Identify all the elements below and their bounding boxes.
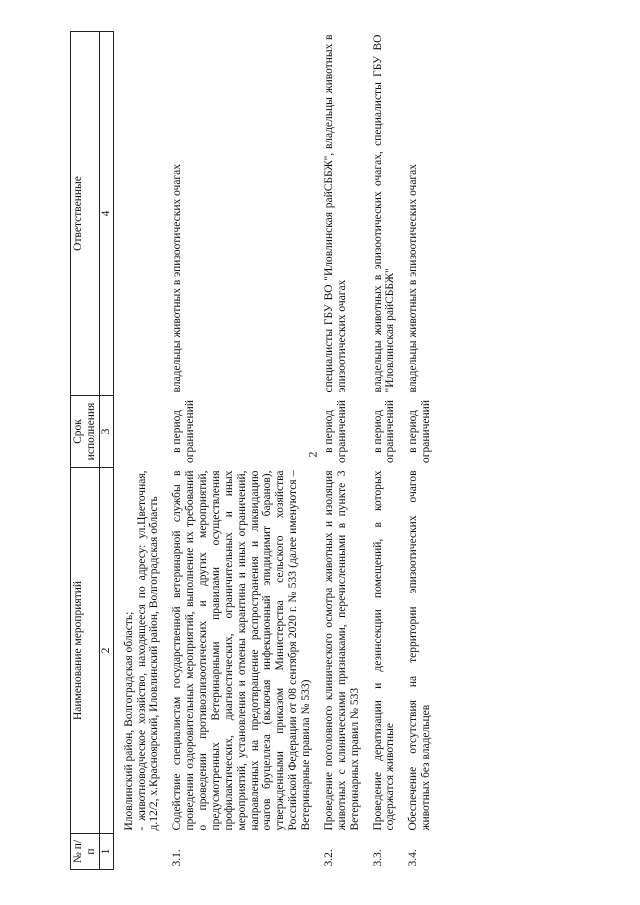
intro-row xyxy=(122,32,163,870)
header-num: № п/п xyxy=(71,834,100,870)
row-term: в период ограничений xyxy=(171,400,197,463)
header-row xyxy=(71,32,100,870)
intro-line: Иловлинский район, Волгоградская область; xyxy=(122,611,135,831)
page-number: 2 xyxy=(305,451,320,458)
row-term: в период ограничений xyxy=(322,400,348,463)
header-responsible: Ответственные xyxy=(71,32,100,396)
table-row xyxy=(170,32,314,870)
header-name: Наименование мероприятий xyxy=(71,468,100,834)
intro-line: - животноводческое хозяйство, находящееся по адресу: ул.Цветочная, д.12/2, х.Красноярский, Иловлинский район, Волгоградская область xyxy=(135,470,161,831)
header-term: Срок исполнения xyxy=(71,396,100,468)
row-responsible: владельцы животных в эпизоотических очагах, специалисты ГБУ ВО "Иловлинская райСББЖ" xyxy=(371,34,397,393)
column-number: 3 xyxy=(99,396,113,468)
row-name: Обеспечение отсутствия на территории эпизоотических очагов животных без владельцев xyxy=(407,470,433,831)
measures-table xyxy=(70,31,434,870)
intro-text xyxy=(122,468,163,834)
row-name: Проведение поголовного клинического осмотра животных и изоляция животных с клиническими признаками, перечисленными в пункте 3 Ветеринарных правил № 533 xyxy=(322,470,361,831)
row-number: 3.3. xyxy=(371,849,384,867)
column-number: 1 xyxy=(99,834,113,870)
row-responsible: владельцы животных в эпизоотических очагах xyxy=(171,163,184,393)
rotated-table-sheet xyxy=(70,32,570,870)
table-row xyxy=(371,32,399,870)
row-number: 3.4. xyxy=(407,849,420,867)
table-row xyxy=(322,32,363,870)
row-term: в период ограничений xyxy=(371,400,397,463)
row-name: Содействие специалистам государственной ветеринарной службы в проведении оздоровительных мероприятий, выполнение их требований о проведении противоэпизоотических и других мероприятий, предусмотренных Ветеринарными правилами осуществления профилактических, диагностических, ограничительных и иных мероприятий, установления и отмены карантина и иных ограничений, направленных на предотвращение распространения и ликвидацию очагов бруцеллеза (включая инфекционный эпидидимит баранов), утвержденными приказом Министерства сельского хозяйства Российской Федерации от 08 сентября 2020 г. № 533 (далее именуются – Ветеринарные правила № 533) xyxy=(171,470,312,831)
row-number: 3.1. xyxy=(171,849,184,867)
column-number: 2 xyxy=(99,468,113,834)
row-term: в период ограничений xyxy=(407,400,433,463)
row-number: 3.2. xyxy=(322,849,335,867)
column-number: 4 xyxy=(99,32,113,396)
row-responsible: специалисты ГБУ ВО "Иловлинская райСББЖ", владельцы животных в эпизоотических очагах xyxy=(322,34,348,393)
row-name: Проведение дератизации и дезинсекции помещений, в которых содержатся животные xyxy=(371,470,397,831)
table-row xyxy=(406,32,434,870)
column-number-row xyxy=(99,32,113,870)
row-responsible: владельцы животных в эпизоотических очагах xyxy=(407,163,420,393)
